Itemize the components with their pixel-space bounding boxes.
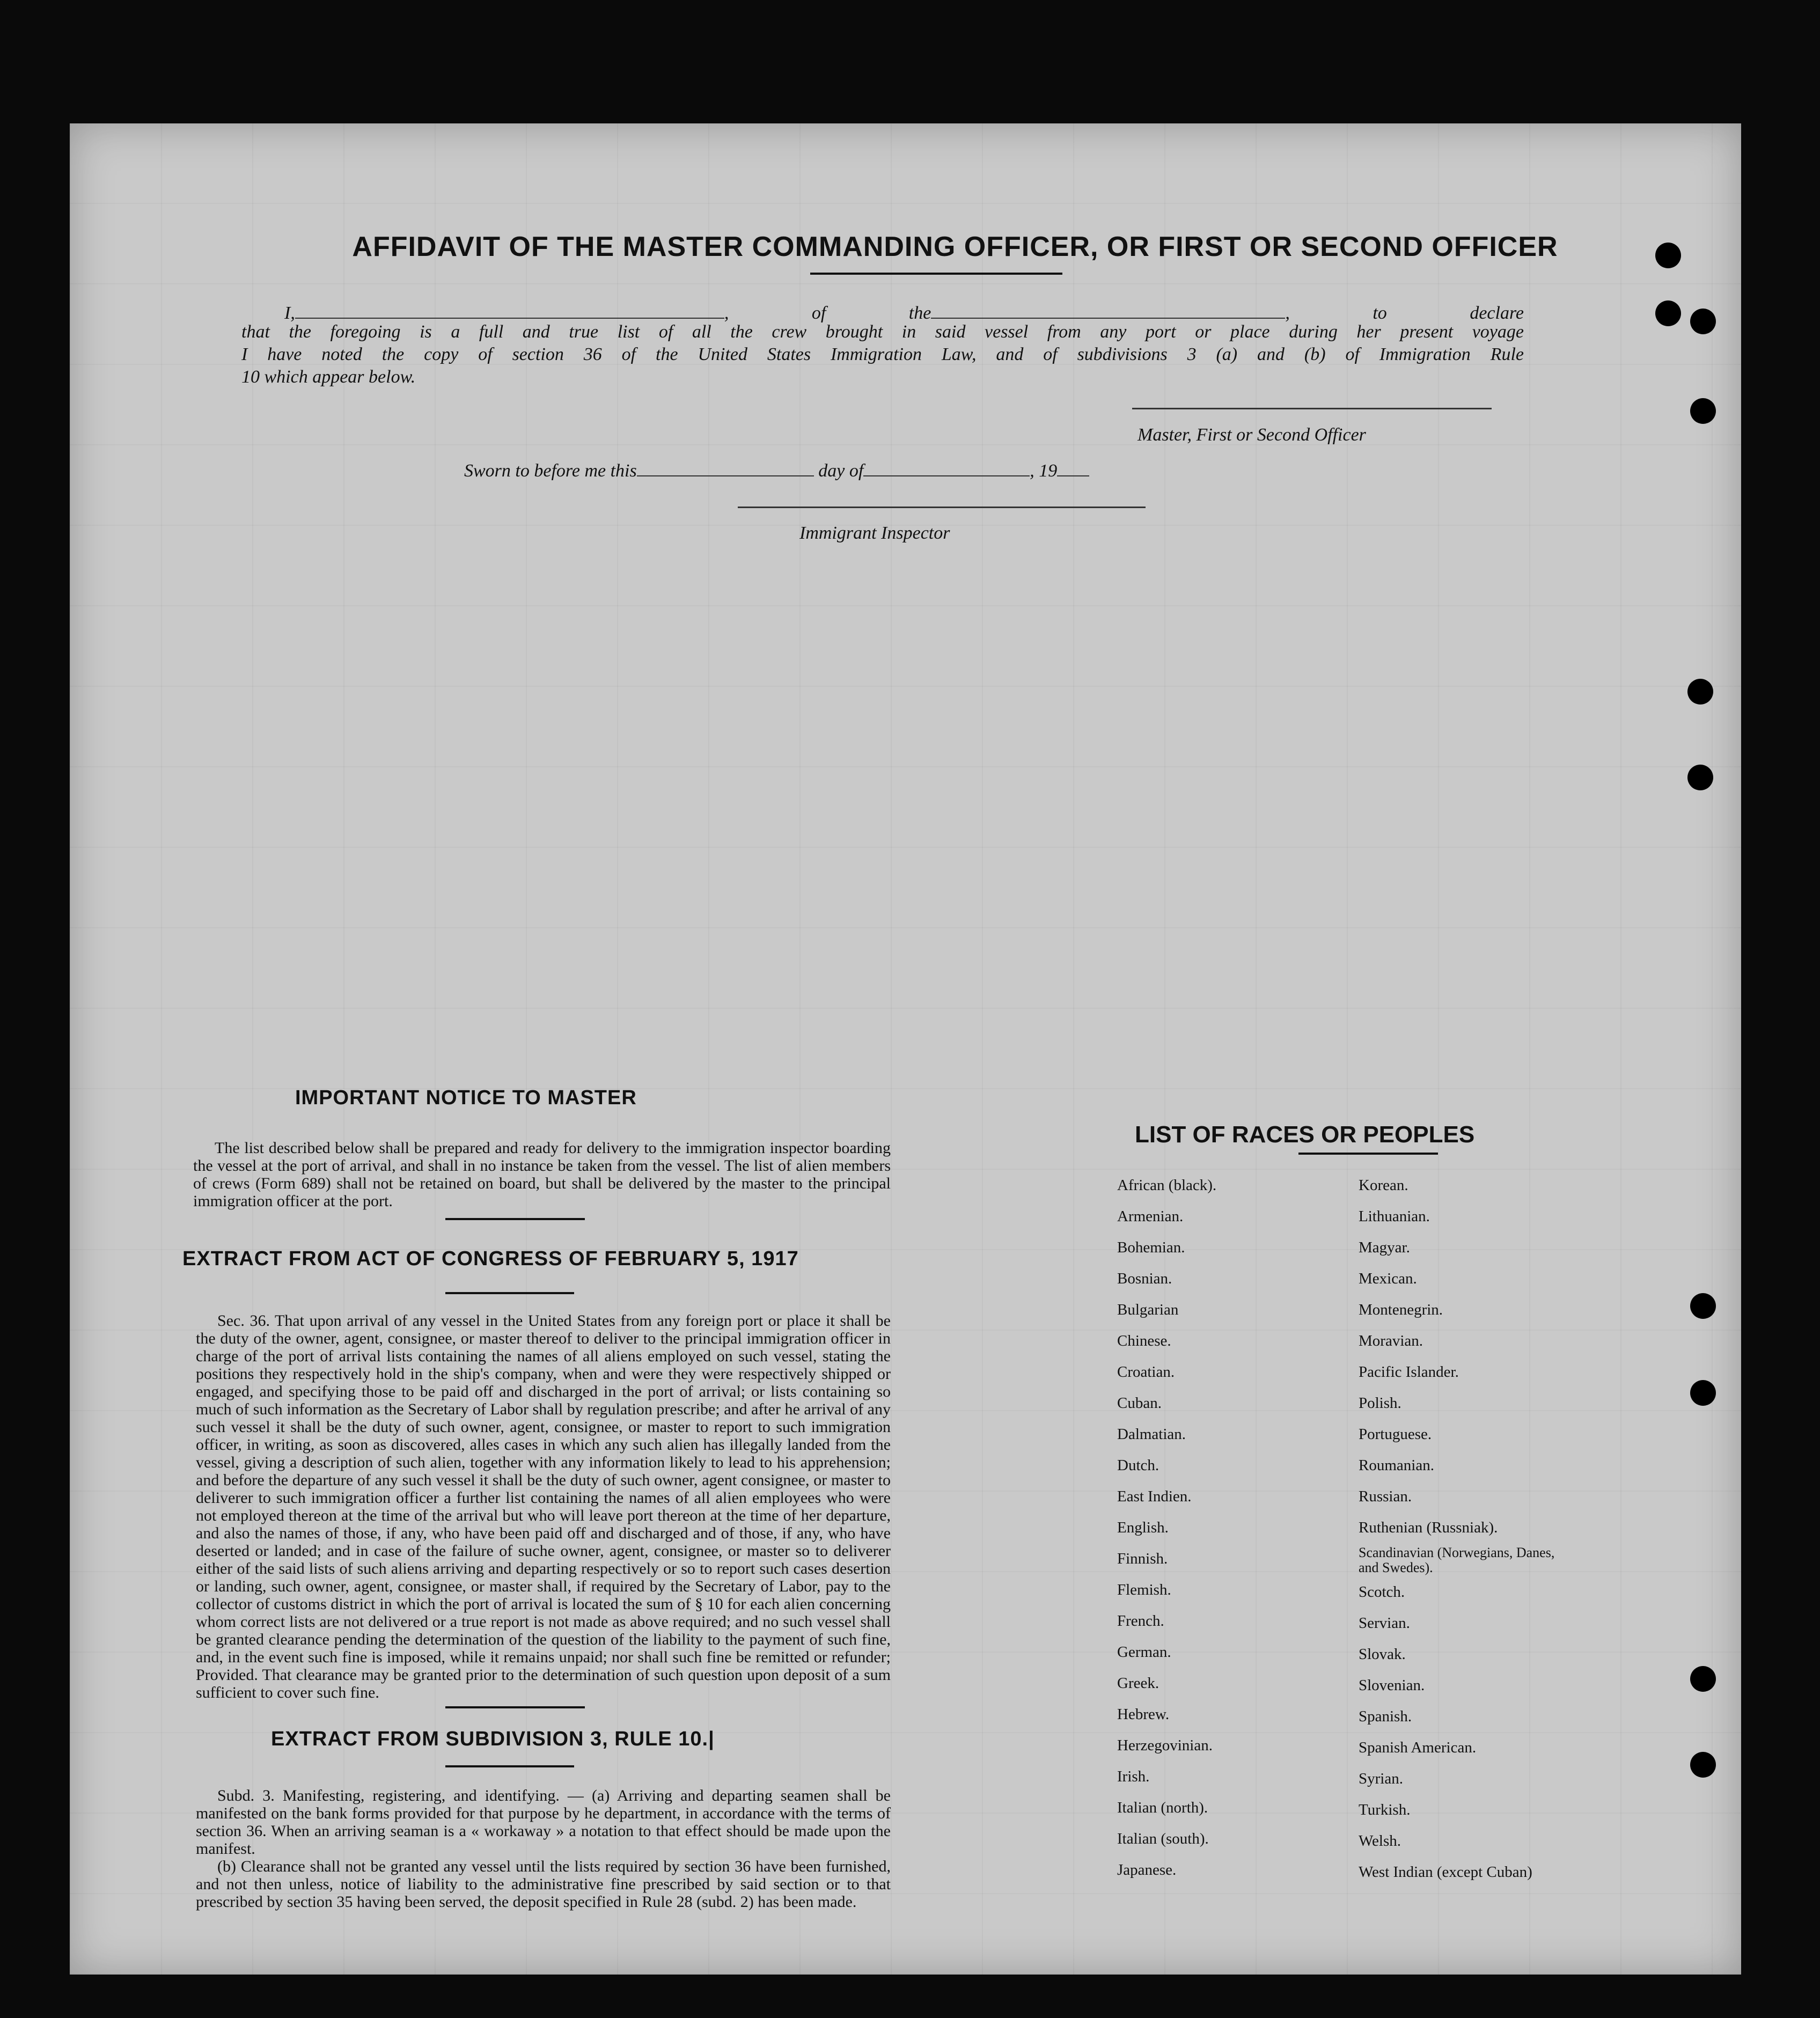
race-item: Polish. [1359, 1395, 1401, 1412]
race-item: Bosnian. [1117, 1270, 1172, 1287]
race-item: Finnish. [1117, 1550, 1168, 1567]
extract-act-title: EXTRACT FROM ACT OF CONGRESS OF FEBRUARY 5, 1917 [182, 1248, 799, 1270]
punch-hole-icon [1655, 243, 1681, 268]
race-item: Dalmatian. [1117, 1426, 1186, 1443]
race-item: Spanish. [1359, 1708, 1412, 1725]
race-item: Montenegrin. [1359, 1301, 1443, 1318]
affidavit-of-label: , of the [724, 303, 931, 323]
affidavit-line-2: that the foregoing is a full and true list of all the crew brought in said vessel from any port or place during her present voyage [241, 322, 1524, 342]
race-item: Armenian. [1117, 1208, 1184, 1225]
affidavit-i-label: I, [284, 303, 295, 323]
race-item: Ruthenian (Russniak). [1359, 1519, 1498, 1536]
race-item: Pacific Islander. [1359, 1363, 1459, 1381]
race-item: Welsh. [1359, 1832, 1401, 1850]
bleed-through-stamp: ​ [714, 928, 815, 962]
race-item: Korean. [1359, 1177, 1408, 1194]
race-item: Bulgarian [1117, 1301, 1179, 1318]
affidavit-line-4: 10 which appear below. [241, 367, 416, 387]
inspector-label: Immigrant Inspector [799, 523, 950, 543]
race-item: Dutch. [1117, 1457, 1159, 1474]
race-item: Magyar. [1359, 1239, 1410, 1256]
extract-rule-title: EXTRACT FROM SUBDIVISION 3, RULE 10.| [271, 1728, 715, 1750]
affidavit-line-1 [241, 299, 1524, 324]
punch-hole-icon [1690, 309, 1716, 334]
race-item: Bohemian. [1117, 1239, 1185, 1256]
vessel-blank[interactable] [931, 299, 1285, 319]
extract-rule-text [196, 1787, 891, 1911]
extract-act-end-divider [445, 1706, 585, 1708]
extract-act-text [196, 1312, 891, 1701]
race-item: Spanish American. [1359, 1739, 1477, 1756]
inspector-signature-line [738, 507, 1146, 508]
race-item: Chinese. [1117, 1332, 1171, 1349]
title-underline [810, 273, 1062, 275]
notice-divider [445, 1218, 585, 1220]
race-item: Italian (south). [1117, 1830, 1209, 1847]
races-column-2 [1359, 1170, 1616, 1888]
race-item: Herzegovinian. [1117, 1737, 1213, 1754]
race-item: French. [1117, 1612, 1164, 1630]
race-item: German. [1117, 1643, 1171, 1661]
subdivision-b-paragraph: (b) Clearance shall not be granted any vessel until the lists required by section 36 have been furnished, and not then unless, notice of liability to the administrative fine prescribed by said section or to that prescribed by section 35 having been served, the deposit specified in Rule 28 (subd. 2) has been made. [196, 1858, 891, 1911]
notice-title: IMPORTANT NOTICE TO MASTER [295, 1087, 637, 1109]
sworn-month-blank[interactable] [863, 457, 1030, 476]
race-item: Scotch. [1359, 1583, 1405, 1601]
race-item: Roumanian. [1359, 1457, 1434, 1474]
race-item: Portuguese. [1359, 1426, 1432, 1443]
race-item: East Indien. [1117, 1488, 1192, 1505]
race-item: Greek. [1117, 1675, 1159, 1692]
affidavit-title: AFFIDAVIT OF THE MASTER COMMANDING OFFICER, OR FIRST OR SECOND OFFICER [352, 231, 1558, 262]
race-item: Irish. [1117, 1768, 1150, 1785]
punch-hole-icon [1655, 300, 1681, 326]
race-item: Hebrew. [1117, 1706, 1170, 1723]
punch-hole-icon [1690, 1752, 1716, 1778]
punch-hole-icon [1690, 398, 1716, 424]
race-item: Russian. [1359, 1488, 1412, 1505]
extract-act-divider [445, 1292, 574, 1294]
race-item: African (black). [1117, 1177, 1217, 1194]
race-item: West Indian (except Cuban) [1359, 1863, 1532, 1881]
race-item: Syrian. [1359, 1770, 1403, 1787]
race-item: Slovenian. [1359, 1677, 1425, 1694]
name-blank[interactable] [295, 299, 724, 319]
extract-rule-divider [445, 1765, 574, 1767]
day-of-label: day of [818, 461, 864, 481]
race-item: Flemish. [1117, 1581, 1171, 1598]
race-item: Japanese. [1117, 1861, 1177, 1878]
sworn-label: Sworn to before me this [464, 461, 637, 481]
race-item: Scandinavian (Norwegians, Danes, and Swedes). [1359, 1545, 1555, 1575]
race-item: Italian (north). [1117, 1799, 1208, 1816]
sworn-day-blank[interactable] [637, 457, 814, 476]
races-title: LIST OF RACES OR PEOPLES [1135, 1121, 1475, 1148]
year-label: , 19 [1030, 461, 1058, 481]
races-divider [1298, 1153, 1438, 1155]
sworn-year-blank[interactable] [1057, 457, 1089, 476]
document-page [70, 123, 1741, 1975]
race-item: Mexican. [1359, 1270, 1417, 1287]
race-item: English. [1117, 1519, 1169, 1536]
race-item: Moravian. [1359, 1332, 1423, 1349]
race-item: Lithuanian. [1359, 1208, 1430, 1225]
race-item: Croatian. [1117, 1363, 1175, 1381]
punch-hole-icon [1687, 679, 1713, 705]
race-item: Cuban. [1117, 1395, 1162, 1412]
notice-paragraph: The list described below shall be prepared and ready for delivery to the immigration inspector boarding the vessel at the port of arrival, and shall in no instance be taken from the vessel. The list of alien members of crews (Form 689) shall not be retained on board, but shall be delivered by the master to the principal immigration officer at the port. [193, 1139, 891, 1210]
signature-label: Master, First or Second Officer [1138, 425, 1366, 445]
punch-hole-icon [1690, 1293, 1716, 1319]
race-item: Servian. [1359, 1615, 1410, 1632]
race-item: Slovak. [1359, 1646, 1406, 1663]
punch-hole-icon [1687, 765, 1713, 790]
section-36-paragraph: Sec. 36. That upon arrival of any vessel in the United States from any foreign port or place it shall be the duty of the owner, agent, consignee, or master thereof to deliver to the principal immigration officer in charge of the port of arrival lists containing the names of all aliens employed on such vessel, stating the positions they respectively hold in the ship's company, when and were they were respectively shipped or engaged, and specifying those to be paid off and discharged in the port of arrival; or lists containing so much of such information as the Secretary of Labor shall by regulation prescribe; and after he arrival of any such vessel it shall be the duty of such owner, agent, consignee, or master to report to such immigration officer, in writing, as soon as discovered, alles cases in which any such alien has illegally landed from the vessel, giving a description of such alien, together with any information likely to lead to his apprehension; and before the departure of any such vessel it shall be the duty of such owner, agent consignee, or master to deliverer to such immigration officer a further list containing the names of all alien employees who were not employed thereon at the time of the arrival but who will leave port thereon at the time of her departure, and also the names of those, if any, who have been paid off and discharged and of those, if any, who have deserted or landed; and in case of the failure of suche owner, agent, consignee, or master so to deliverer either of the said lists of such aliens arriving and departing respectively or so to report such cases desertion or landing, such owner, agent, consignee, or master shall, if required by the Secretary of Labor, pay to the collector of customs district in which the port of arrival is located the sum of § 10 for each alien concerning whom correct lists are not delivered or a true report is not made as above required; and no such vessel shall be granted clearance pending the determination of the question of the liability to the payment of such fine, and, in the event such fine is imposed, while it remains unpaid; nor shall such fine be remitted or refunder; Provided. That clearance may be granted prior to the determination of such question upon deposit of a sum sufficient to cover such fine. [196, 1312, 891, 1701]
sworn-line [464, 457, 1089, 481]
punch-hole-icon [1690, 1380, 1716, 1406]
race-item: Turkish. [1359, 1801, 1411, 1818]
affidavit-declare-label: , to declare [1285, 303, 1524, 323]
races-column-1 [1117, 1170, 1353, 1885]
notice-text [193, 1139, 891, 1210]
subdivision-a-paragraph: Subd. 3. Manifesting, registering, and identifying. — (a) Arriving and departing seamen shall be manifested on the bank forms provided for that purpose by he department, in accordance with the terms of section 36. When an arriving seaman is a « workaway » a notation to that effect should be made upon the manifest. [196, 1787, 891, 1858]
punch-hole-icon [1690, 1666, 1716, 1692]
affidavit-line-3: I have noted the copy of section 36 of the United States Immigration Law, and of subdivisions 3 (a) and (b) of Immigration Rule [241, 344, 1524, 364]
signature-line [1132, 408, 1492, 409]
